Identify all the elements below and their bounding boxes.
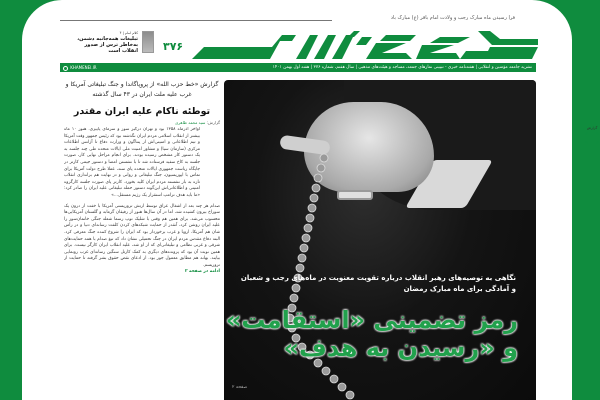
website-label <box>63 63 97 72</box>
sidebar-teaser[interactable] <box>60 31 154 57</box>
masthead-logo <box>160 27 538 62</box>
lead-article <box>64 80 220 125</box>
cover-photo <box>224 80 536 400</box>
band-text: نشریه جامعه مؤمنین و انقلابی | هفته‌نامه خبری - تبیینی نمازهای جمعه، مساجد و هیئت‌های مذهبی | سال هفتم، شماره ۳۷۶ | هفته اول بهمن ۱۴۰۱ <box>272 65 532 70</box>
website-text: KHAMENEI.IR <box>70 65 97 70</box>
masthead-tagline: فرا رسیدن ماه مبارک رجب و ولادت امام باقر (ع) مبارک باد <box>390 15 515 21</box>
article-paragraph-1: اواخر آذرماه ۱۳۵۸ بود و تهران درگیر سوز و سرمای پاییزی. هنوز ۱۰ ماه بیشتر از انقلاب اسلامی مردم ایران نگذشته بود که رئیس جمهور وقت آمریکا و تیم اطلاعاتی و امنیتی‌اش از پنتاگون و وزارت دفاع تا آژانس اطلاعات مرکزی (سازمان سیا) و مشاور امنیت ملی ایالات متحده طی چند جلسه به یک دستور کار مشخص رسیده بودند. برای انجام مراحل نهایی کار، صورت جلسه به کاخ سفید فرستاده شد تا با نشستن امضا و دستور جیمی کارتر در جایگاه ریاست جمهوری ایالات متحده پای سند، عملا طرح دولت آمریکا برای تماس با اپوزیسیون، جنگ تبلیغاتی و روانی و در نهایت هم براندازی انقلاب تازه به بار نشسته مردم ایران کلید بخورد. کارتر پای صورت جلسه کارگروه امنیتی و اطلاعاتی‌اش این‌گونه دستور حمله تبلیغاتی علیه ایران را صادر کرد: «ما باید هدف ترامپ استقرار یک رژیم مستقل...» <box>64 127 200 198</box>
issue-number: ۳۷۶ <box>163 40 184 53</box>
continued-link[interactable]: ادامه در صفحه ۳ <box>184 269 220 275</box>
article-byline <box>64 120 220 125</box>
cover-subhead: نگاهی به توصیه‌های رهبر انقلاب درباره تقویت معنویت در ماه‌های رجب و شعبان و آمادگی برای ماه مبارک رمضان <box>240 274 516 293</box>
cover-headline[interactable] <box>226 306 518 362</box>
article-body <box>64 127 220 397</box>
website-logo-icon <box>63 66 68 71</box>
article-title[interactable]: توطئه ناکام علیه ایران مقتدر <box>73 106 211 117</box>
byline-author: سید محمد طاهری <box>175 120 206 125</box>
report-label: گزارش <box>586 126 598 130</box>
teaser-thumbnail <box>142 31 154 53</box>
article-lead: گزارش «خط حزب الله» از پروپاگاندا و جنگ تبلیغاتی آمریکا و غرب علیه ملت ایران در ۴۳ سال گذشته <box>65 81 219 98</box>
article-paragraph-2: صدام هر چند بعد از اشغال عراق توسط ارتش تروریستی آمریکا با خفت از درون یک سوراخ بیرون کشیده شد، اما در آن سال‌ها هنوز از رفیقان گرمابه و گلستان آمریکایی‌ها محسوب می‌شد. برای همین هم وقتی با شلیک توپ رسما شعله جنگی خانمان‌سوز را علیه ایران روشن کرد، آنقدر از حمایت شبکه‌های کردن کلفت رسانه‌ای دنیا و در رأس شان هم آمریکا، اروپا و غرب برخوردار بود که ایران را شروع کننده جنگ معرفی کرد. البته دفاع مقدس مردم ایران در جنگ تحمیلی نشان داد که تیغ صدام با همه حمایت‌های شرقی و غربی نظامی و تبلیغاتی‌ای که از او شد، علیه انقلاب ایران کارگر نیست. برای همین نوبت آن بود که پرونده‌های دیگری به کمک کارتل سنگین رسانه‌ای غرب رونمایی بیایند. بهانه هم مطابق معمول جور بود. از ادعای نقض حقوق بشر گرفته تا حمایت از تروریسم. <box>64 203 220 268</box>
teaser-text: تبلیغات همه‌جانبه دشمن، به‌خاطر ترس از صدور انقلاب است <box>77 36 138 54</box>
report-badge <box>584 126 600 152</box>
masthead-info-band <box>60 63 536 72</box>
byline-label: گزارش: <box>206 120 220 125</box>
headline-line-1: رمز تضمینی «استقامت» <box>225 306 518 334</box>
document-icon <box>585 132 599 144</box>
headline-line-2: و «رسیدن به هدف» <box>283 334 518 362</box>
masthead-rule <box>60 20 332 21</box>
page-reference: صفحه ۲ <box>232 385 248 390</box>
teaser-kicker: کلام امام | ۴ <box>119 31 138 35</box>
